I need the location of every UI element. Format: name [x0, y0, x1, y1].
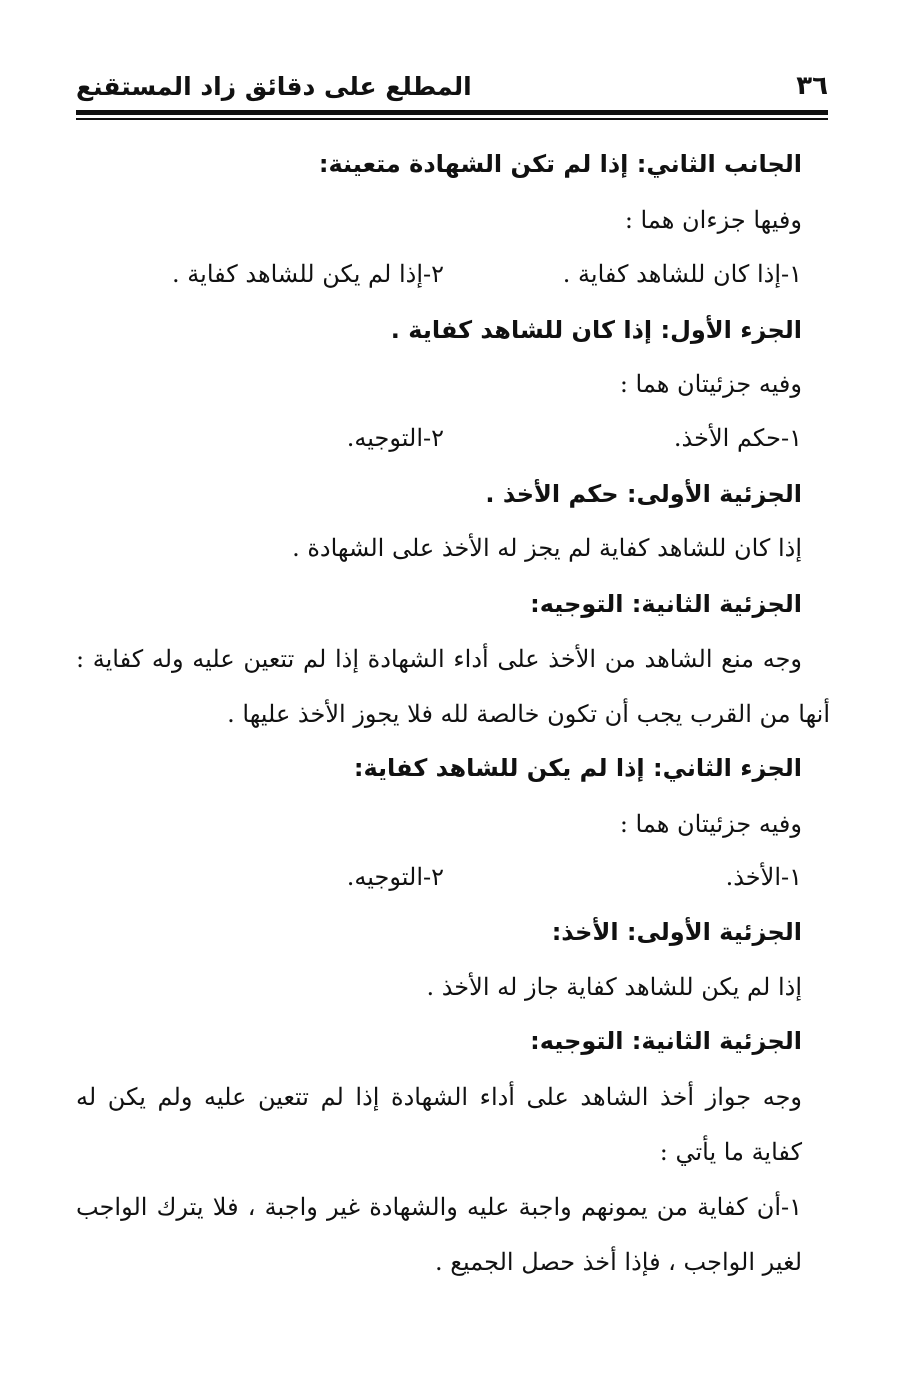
text-sub2-two-line-1: وجه جواز أخذ الشاهد على أداء الشهادة إذا لم تتعين عليه ولم يكن له	[76, 1083, 802, 1111]
page-number: ٣٦	[796, 71, 828, 101]
heading-part-one: الجزء الأول: إذا كان للشاهد كفاية .	[390, 316, 802, 344]
sub2-item-2: ٢-التوجيه.	[346, 863, 444, 891]
text-sub-one: إذا كان للشاهد كفاية لم يجز له الأخذ على الشهادة .	[292, 534, 802, 562]
sub1-item-2: ٢-التوجيه.	[346, 424, 444, 452]
header-rule-thin	[76, 118, 828, 120]
heading-sub-two: الجزئية الثانية: التوجيه:	[530, 590, 802, 618]
part-item-2: ٢-إذا لم يكن للشاهد كفاية .	[172, 260, 444, 288]
heading-sub2-one: الجزئية الأولى: الأخذ:	[551, 918, 802, 946]
sub2-item-1: ١-الأخذ.	[725, 863, 802, 891]
text-sub-two-line-2: أنها من القرب يجب أن تكون خالصة لله فلا يجوز الأخذ عليها .	[227, 700, 830, 728]
intro-sub-two: وفيه جزئيتان هما :	[619, 810, 802, 838]
heading-side-two: الجانب الثاني: إذا لم تكن الشهادة متعينة:	[318, 150, 802, 178]
running-header	[76, 62, 828, 110]
text-sub2-one: إذا لم يكن للشاهد كفاية جاز له الأخذ .	[426, 973, 802, 1001]
heading-sub-one: الجزئية الأولى: حكم الأخذ .	[485, 480, 802, 508]
intro-sub-one: وفيه جزئيتان هما :	[619, 370, 802, 398]
header-rule-thick	[76, 110, 828, 115]
heading-part-two: الجزء الثاني: إذا لم يكن للشاهد كفاية:	[353, 754, 802, 782]
text-sub2-two-line-2: كفاية ما يأتي :	[659, 1138, 802, 1166]
part-item-1: ١-إذا كان للشاهد كفاية .	[562, 260, 802, 288]
intro-two-parts: وفيها جزءان هما :	[624, 206, 802, 234]
point-1-line-1: ١-أن كفاية من يمونهم واجبة عليه والشهادة غير واجبة ، فلا يترك الواجب	[76, 1193, 802, 1221]
book-title: المطلع على دقائق زاد المستقنع	[76, 71, 472, 101]
heading-sub2-two: الجزئية الثانية: التوجيه:	[530, 1027, 802, 1055]
point-1-line-2: لغير الواجب ، فإذا أخذ حصل الجميع .	[434, 1248, 802, 1276]
text-sub-two-line-1: وجه منع الشاهد من الأخذ على أداء الشهادة إذا لم تتعين عليه وله كفاية :	[76, 645, 802, 673]
sub1-item-1: ١-حكم الأخذ.	[673, 424, 802, 452]
